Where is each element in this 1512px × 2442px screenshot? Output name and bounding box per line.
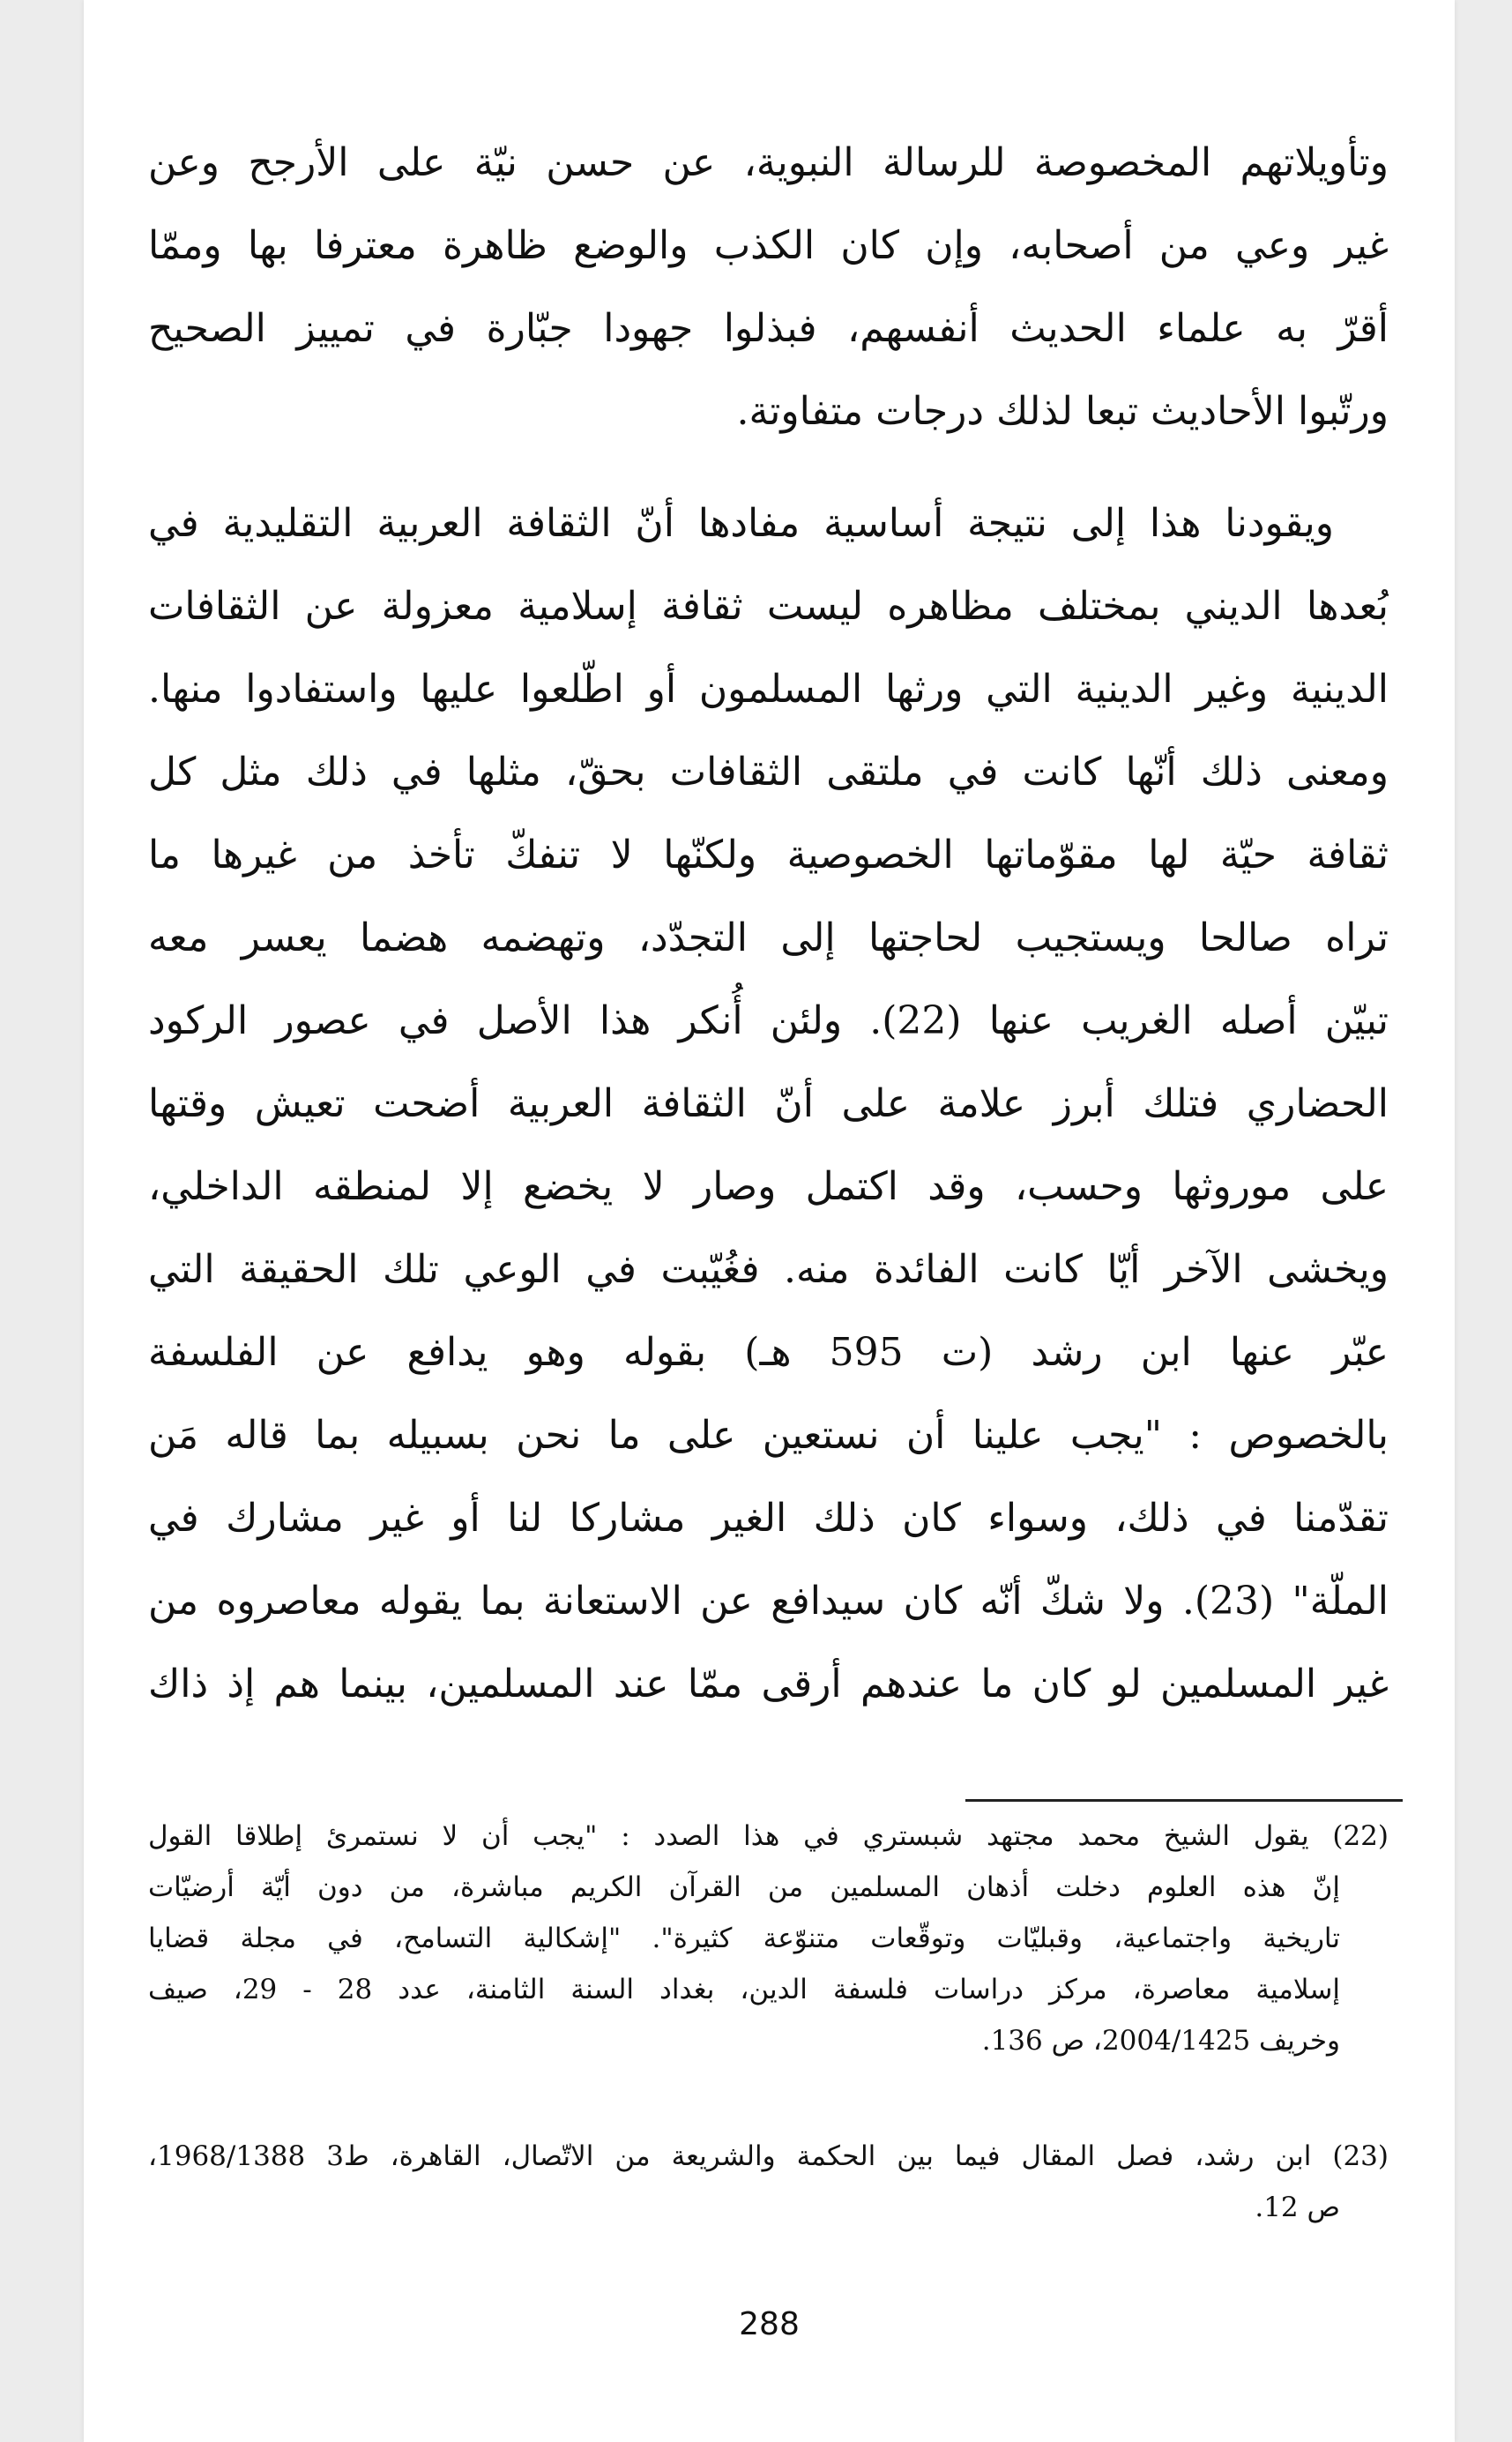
footnote-line: (23) ابن رشد، فصل المقال فيما بين الحكمة والشريعة من الاتّصال، القاهرة، ط3 1968/1388، <box>148 2140 1389 2172</box>
paragraph-2-line: ويقودنا هذا إلى نتيجة أساسية مفادها أنّ الثقافة العربية التقليدية في <box>148 501 1334 546</box>
footnote-separator <box>965 1799 1403 1802</box>
paragraph-2-line: غير المسلمين لو كان ما عندهم أرقى ممّا عند المسلمين، بينما هم إذ ذاك <box>148 1662 1389 1706</box>
footnote-23 <box>148 2131 1389 2233</box>
paragraph-2-line: تراه صالحا ويستجيب لحاجتها إلى التجدّد، وتهضمه هضما يعسر معه <box>148 915 1389 960</box>
paragraph-2 <box>148 482 1389 1726</box>
footnote-line: تاريخية واجتماعية، وقبليّات وتوقّعات متنوّعة كثيرة". "إشكالية التسامح، في مجلة قضايا <box>148 1923 1340 1954</box>
footnote-line: (22) يقول الشيخ محمد مجتهد شبستري في هذا الصدد : "يجب أن لا نستمرئ إطلاقا القول <box>148 1820 1389 1852</box>
paragraph-2-line: تبيّن أصله الغريب عنها (22). ولئن أُنكر هذا الأصل في عصور الركود <box>148 998 1389 1043</box>
paragraph-2-line: الملّة" (23). ولا شكّ أنّه كان سيدافع عن الاستعانة بما يقوله معاصروه من <box>148 1579 1389 1624</box>
paragraph-2-line: على موروثها وحسب، وقد اكتمل وصار لا يخضع إلا لمنطقه الداخلي، <box>148 1164 1389 1209</box>
footnote-line: وخريف 2004/1425، ص 136. <box>981 2025 1340 2057</box>
paragraph-2-line: عبّر عنها ابن رشد (ت 595 هـ) بقوله وهو يدافع عن الفلسفة <box>148 1330 1389 1375</box>
paragraph-2-line: الحضاري فتلك أبرز علامة على أنّ الثقافة العربية أضحت تعيش وقتها <box>148 1081 1389 1126</box>
paragraph-1-line: أقرّ به علماء الحديث أنفسهم، فبذلوا جهودا جبّارة في تمييز الصحيح <box>148 306 1389 351</box>
paragraph-1-line: غير وعي من أصحابه، وإن كان الكذب والوضع ظاهرة معترفا بها وممّا <box>148 223 1389 268</box>
footnote-line: إسلامية معاصرة، مركز دراسات فلسفة الدين، بغداد السنة الثامنة، عدد 28 - 29، صيف <box>148 1974 1340 2005</box>
page-number: 288 <box>739 2306 800 2342</box>
paragraph-1-line: وتأويلاتهم المخصوصة للرسالة النبوية، عن حسن نيّة على الأرجح وعن <box>148 140 1389 185</box>
paragraph-2-line: تقدّمنا في ذلك، وسواء كان ذلك الغير مشاركا لنا أو غير مشارك في <box>148 1496 1389 1541</box>
paragraph-1-line: ورتّبوا الأحاديث تبعا لذلك درجات متفاوتة. <box>736 389 1389 434</box>
footnote-line: إنّ هذه العلوم دخلت أذهان المسلمين من القرآن الكريم مباشرة، من دون أيّة أرضيّات <box>148 1871 1340 1903</box>
paragraph-2-line: ويخشى الآخر أيّا كانت الفائدة منه. فغُيّبت في الوعي تلك الحقيقة التي <box>148 1247 1389 1292</box>
paragraph-2-line: ومعنى ذلك أنّها كانت في ملتقى الثقافات بحقّ، مثلها في ذلك مثل كل <box>148 750 1389 795</box>
book-page <box>84 0 1455 2442</box>
paragraph-2-line: الدينية وغير الدينية التي ورثها المسلمون أو اطّلعوا عليها واستفادوا منها. <box>148 667 1389 712</box>
paragraph-1 <box>148 122 1389 453</box>
paragraph-2-line: ثقافة حيّة لها مقوّماتها الخصوصية ولكنّها لا تنفكّ تأخذ من غيرها ما <box>148 833 1389 877</box>
paragraph-2-line: بالخصوص : "يجب علينا أن نستعين على ما نحن بسبيله بما قاله مَن <box>148 1413 1389 1458</box>
footnote-line: ص 12. <box>1255 2192 1340 2223</box>
footnote-22 <box>148 1811 1389 2066</box>
paragraph-2-line: بُعدها الديني بمختلف مظاهره ليست ثقافة إسلامية معزولة عن الثقافات <box>148 584 1389 629</box>
